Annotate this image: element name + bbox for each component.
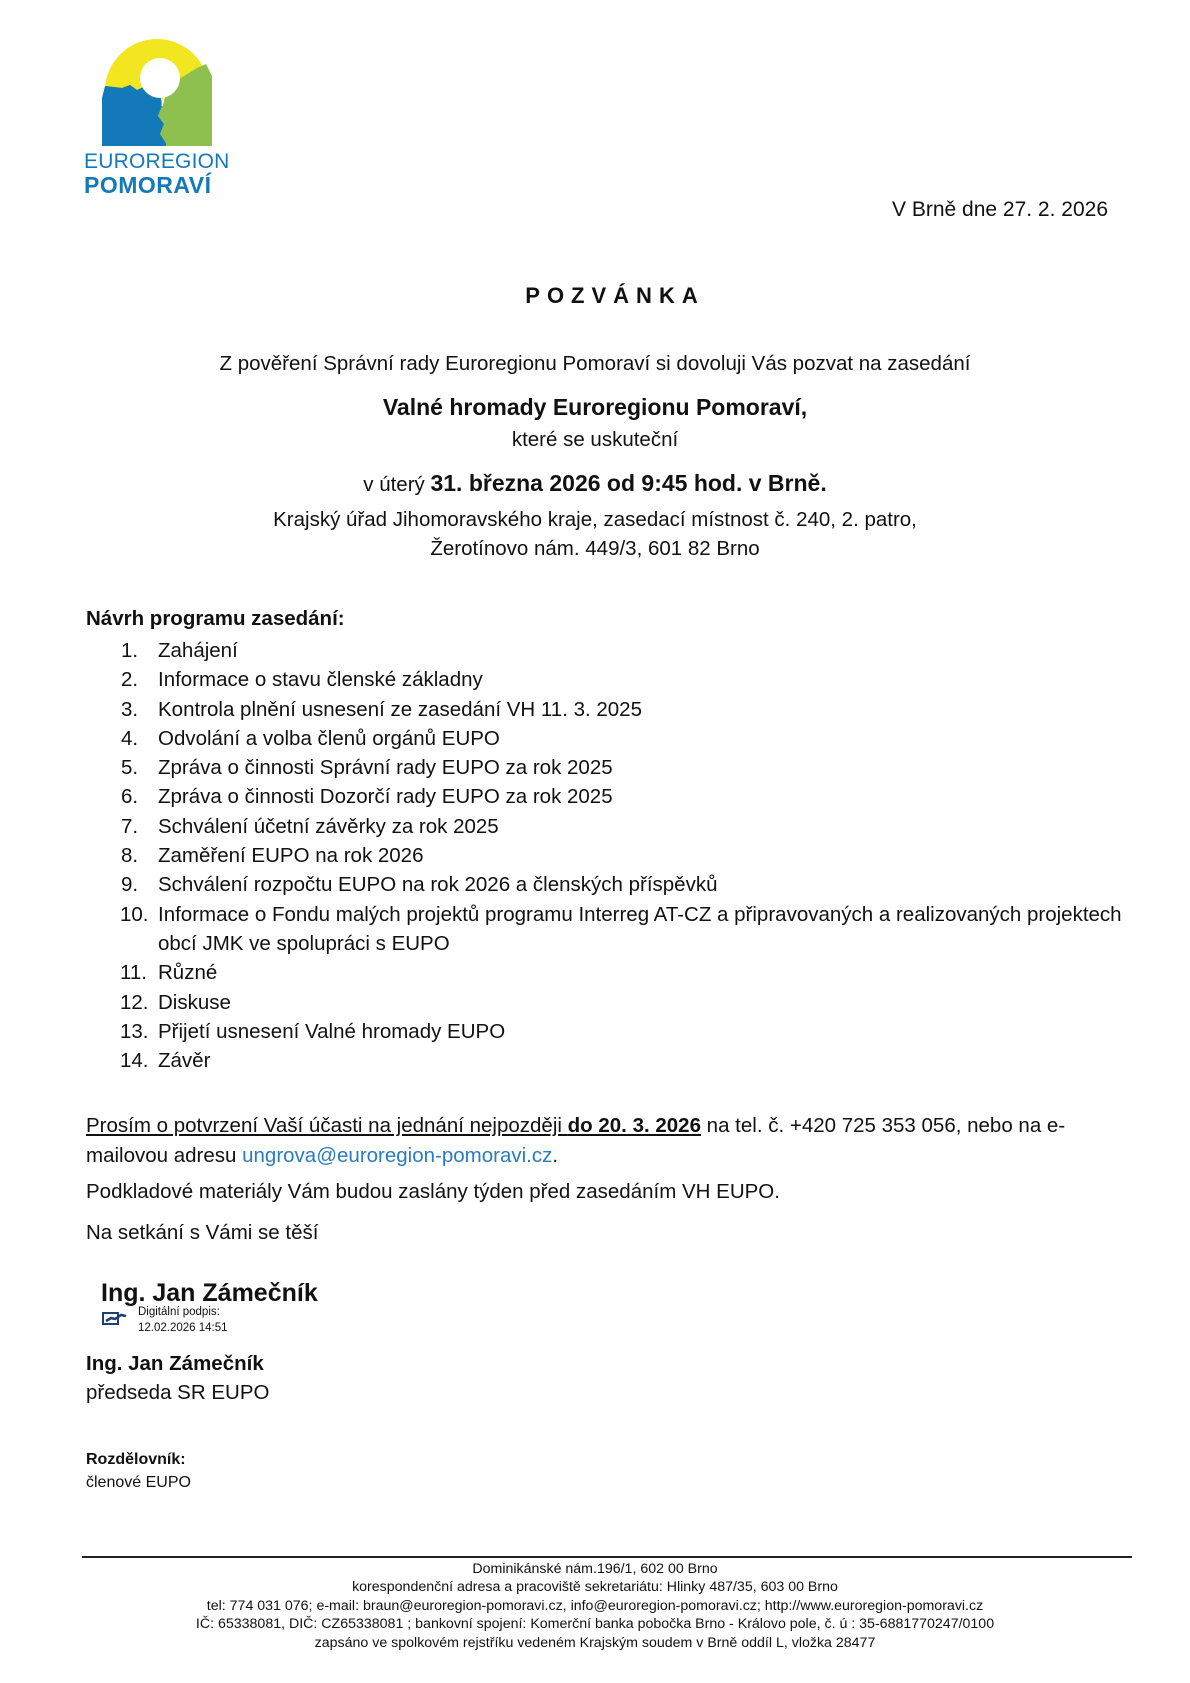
agenda-item-text: Zpráva o činnosti Dozorčí rady EUPO za rok 2025 xyxy=(158,785,613,809)
agenda-item xyxy=(0,870,1190,899)
rsvp-contact: na tel. č. +420 725 353 056, nebo na e-mailovou adresu xyxy=(86,1114,1066,1167)
agenda-item xyxy=(0,1046,1190,1075)
footer-register-court: zapsáno ve spolkovém rejstříku vedeném Krajským soudem v Brně oddíl L, vložka 28477 xyxy=(314,1634,876,1651)
document-title: POZVÁNKA xyxy=(525,283,705,308)
agenda-item xyxy=(0,636,1190,665)
agenda-item-text: Závěr xyxy=(158,1049,211,1073)
agenda-list xyxy=(0,636,1190,1075)
footer-contacts: tel: 774 031 076; e-mail: braun@euroregion-pomoravi.cz, info@euroregion-pomoravi.cz; http://www.euroregion-pomoravi.cz xyxy=(206,1597,984,1614)
program-heading: Návrh programu zasedání: xyxy=(86,607,345,630)
agenda-item xyxy=(0,753,1190,782)
invitation-intro: Z pověření Správní rady Euroregionu Pomoraví si dovoluji Vás pozvat na zasedání xyxy=(219,352,971,375)
agenda-item xyxy=(0,1017,1190,1046)
closing-greeting: Na setkání s Vámi se těší xyxy=(86,1221,319,1244)
agenda-item-number: 4. xyxy=(121,726,139,750)
agenda-item-text: Informace o Fondu malých projektů programu Interreg AT-CZ a připravovaných a realizovaných projektech obcí JMK ve spolupráci s EUPO xyxy=(158,902,1122,955)
agenda-item-text: Schválení účetní závěrky za rok 2025 xyxy=(158,814,499,838)
organization-logo xyxy=(84,34,230,198)
agenda-item-number: 11. xyxy=(120,961,147,985)
rsvp-request: Prosím o potvrzení Vaší účasti na jednání nejpozději xyxy=(86,1114,568,1137)
agenda-item-text: Schválení rozpočtu EUPO na rok 2026 a členských příspěvků xyxy=(158,873,718,897)
event-subtitle: které se uskuteční xyxy=(511,428,679,451)
agenda-item xyxy=(0,988,1190,1017)
agenda-item xyxy=(0,812,1190,841)
digital-signature-name: Ing. Jan Zámečník xyxy=(101,1279,318,1307)
agenda-item-number: 12. xyxy=(120,990,149,1014)
distribution-heading: Rozdělovník: xyxy=(86,1451,186,1468)
agenda-item-number: 7. xyxy=(121,814,139,838)
logo-text-euroregion: EUROREGION xyxy=(84,150,230,173)
footer-address: Dominikánské nám.196/1, 602 00 Brno xyxy=(472,1561,718,1577)
signer-role: předseda SR EUPO xyxy=(86,1381,270,1404)
agenda-item xyxy=(0,900,1190,959)
agenda-item-text: Zahájení xyxy=(158,639,238,662)
agenda-item xyxy=(0,665,1190,694)
signer-name: Ing. Jan Zámečník xyxy=(86,1352,264,1375)
rsvp-deadline: do 20. 3. 2026 xyxy=(567,1114,701,1137)
digital-signature-label: Digitální podpis: xyxy=(138,1306,220,1318)
agenda-item-number: 6. xyxy=(121,785,139,809)
event-address-line2: Žerotínovo nám. 449/3, 601 82 Brno xyxy=(430,537,760,560)
rsvp-end: . xyxy=(552,1143,559,1167)
rsvp-email-link[interactable]: ungrova@euroregion-pomoravi.cz xyxy=(242,1143,553,1167)
place-date: V Brně dne 27. 2. 2026 xyxy=(892,198,1108,221)
agenda-item-number: 13. xyxy=(120,1019,149,1043)
agenda-item-number: 9. xyxy=(121,873,139,897)
agenda-item xyxy=(0,841,1190,870)
agenda-item-text: Odvolání a volba členů orgánů EUPO xyxy=(158,726,500,750)
footer-divider xyxy=(82,1556,1132,1558)
event-address-line1: Krajský úřad Jihomoravského kraje, zasedací místnost č. 240, 2. patro, xyxy=(273,508,917,531)
footer xyxy=(0,1560,1190,1652)
agenda-item-number: 3. xyxy=(121,697,139,721)
agenda-item-number: 1. xyxy=(121,639,139,662)
event-date-time-place: 31. března 2026 od 9:45 hod. v Brně. xyxy=(430,470,827,496)
agenda-item-text: Informace o stavu členské základny xyxy=(158,668,483,692)
agenda-item-text: Přijetí usnesení Valné hromady EUPO xyxy=(158,1019,506,1043)
logo-text-pomoravi: POMORAVÍ xyxy=(84,172,212,198)
distribution-list: členové EUPO xyxy=(86,1474,191,1491)
agenda-item xyxy=(0,782,1190,811)
agenda-item-text: Zpráva o činnosti Správní rady EUPO za rok 2025 xyxy=(158,756,613,780)
rsvp-paragraph xyxy=(86,1111,1116,1170)
materials-note: Podkladové materiály Vám budou zaslány týden před zasedáním VH EUPO. xyxy=(86,1180,780,1203)
agenda-item-text: Různé xyxy=(158,961,218,985)
agenda-item-number: 5. xyxy=(121,756,139,780)
footer-correspondence: korespondenční adresa a pracoviště sekretariátu: Hlinky 487/35, 603 00 Brno xyxy=(352,1579,838,1596)
event-name: Valné hromady Euroregionu Pomoraví, xyxy=(382,394,808,420)
agenda-item xyxy=(0,724,1190,753)
agenda-item-number: 8. xyxy=(121,844,139,868)
agenda-item xyxy=(0,958,1190,987)
agenda-item-number: 14. xyxy=(120,1049,149,1073)
agenda-item-text: Zaměření EUPO na rok 2026 xyxy=(158,844,424,868)
agenda-item xyxy=(0,695,1190,724)
agenda-item-number: 2. xyxy=(121,668,139,692)
digital-signature-icon xyxy=(102,1310,128,1331)
event-day-prefix: v úterý xyxy=(363,473,431,496)
euroregion-logo-icon xyxy=(102,36,212,146)
agenda-item-text: Diskuse xyxy=(158,990,231,1014)
agenda-item-number: 10. xyxy=(120,902,149,926)
event-datetime xyxy=(0,470,1190,497)
agenda-item-text: Kontrola plnění usnesení ze zasedání VH 11. 3. 2025 xyxy=(158,697,642,721)
digital-signature-datetime: 12.02.2026 14:51 xyxy=(138,1322,228,1334)
footer-registration: IČ: 65338081, DIČ: CZ65338081 ; bankovní spojení: Komerční banka pobočka Brno - Královo pole, č. ú : 35-6881770247/0100 xyxy=(195,1616,995,1633)
